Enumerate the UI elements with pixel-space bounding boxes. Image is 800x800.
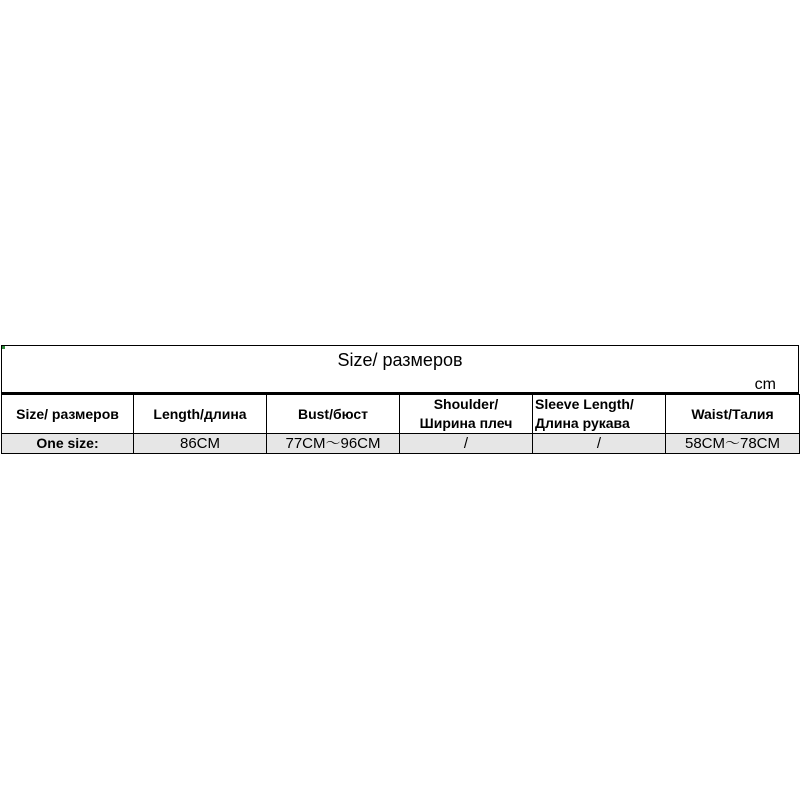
cell-length: 86CM (134, 434, 267, 454)
chart-title: Size/ размеров (337, 350, 463, 370)
size-chart (1, 345, 799, 454)
cell-size: One size: (2, 434, 134, 454)
size-table (1, 394, 800, 454)
header-sleeve-length: Sleeve Length/ Длина рукава (533, 395, 666, 434)
cell-sleeve-length: / (533, 434, 666, 454)
corner-mark (2, 346, 5, 349)
table-row (2, 434, 800, 454)
chart-title-row (1, 345, 799, 394)
header-row (2, 395, 800, 434)
cell-shoulder: / (400, 434, 533, 454)
cell-waist: 58CM～78CM (666, 434, 800, 454)
header-length: Length/длина (134, 395, 267, 434)
cell-bust: 77CM～96CM (267, 434, 400, 454)
header-shoulder: Shoulder/ Ширина плеч (400, 395, 533, 434)
unit-label: cm (754, 376, 776, 393)
header-waist: Waist/Талия (666, 395, 800, 434)
header-bust: Bust/бюст (267, 395, 400, 434)
header-size: Size/ размеров (2, 395, 134, 434)
